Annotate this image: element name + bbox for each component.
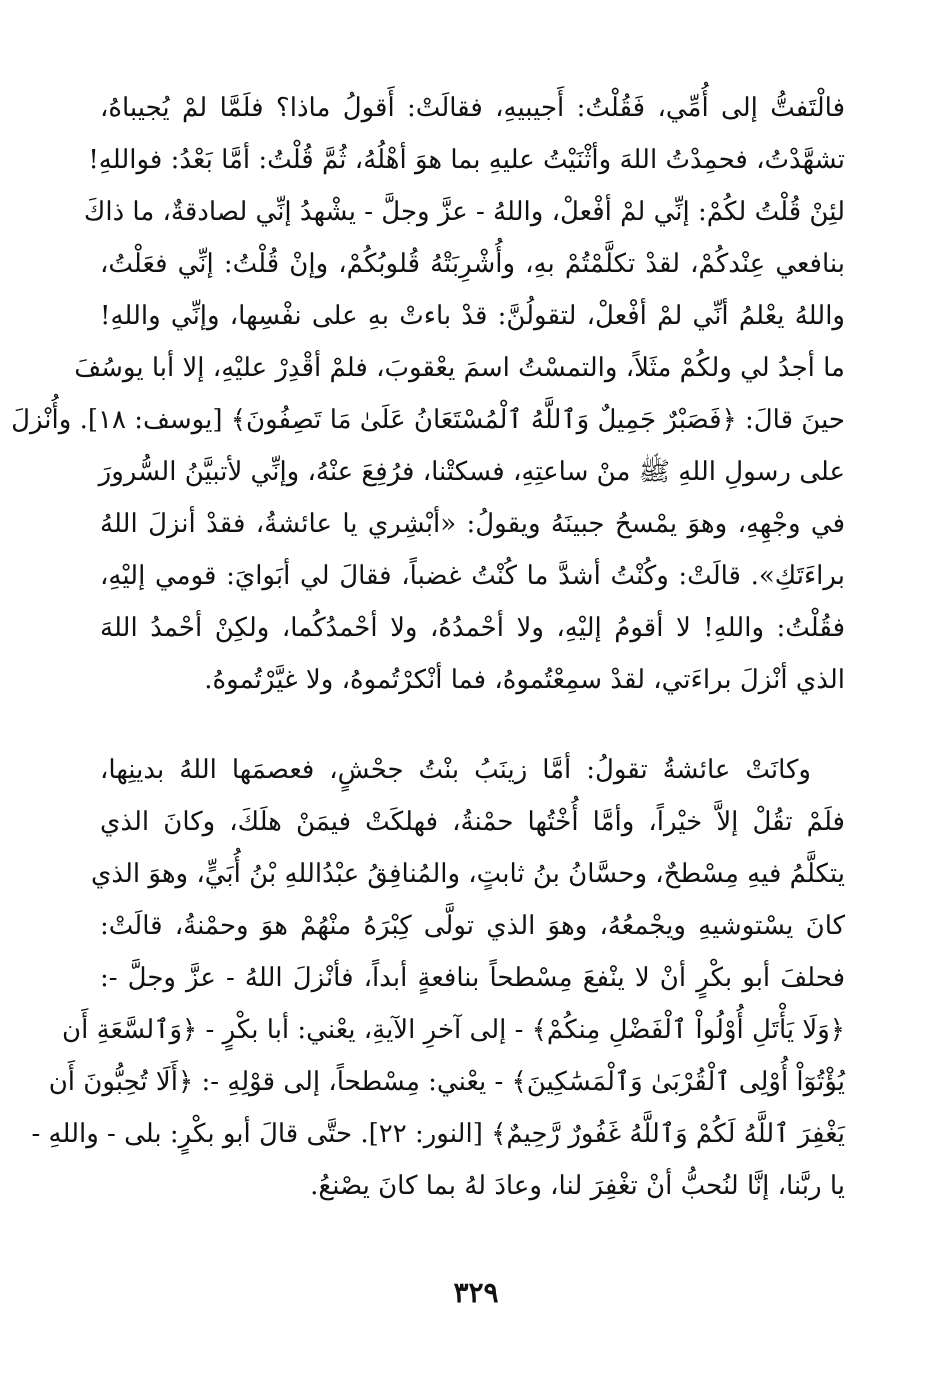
page-number: ٣٢٩ bbox=[453, 1276, 499, 1309]
text-line: فقُلْتُ: واللهِ! لا أقومُ إليْهِ، ولا أحْمدُهُ، ولا أحْمدُكُما، ولكِنْ أحْمدُ اللهَ bbox=[100, 613, 845, 643]
text-line: الذي أنْزلَ براءَتي، لقدْ سمِعْتُموهُ، فما أنْكرْتُموهُ، ولا غيَّرْتُموهُ. bbox=[204, 665, 845, 695]
text-line: واللهُ يعْلمُ أنِّي لمْ أفْعلْ، لتقولُنَّ: قدْ باءتْ بهِ على نفْسِها، وإنِّي واللهِ! bbox=[100, 301, 845, 331]
text-line: وكانَتْ عائشةُ تقولُ: أمَّا زينَبُ بنْتُ جحْشٍ، فعصمَها اللهُ بدينِها، bbox=[100, 755, 811, 785]
paragraph-1 bbox=[11, 82, 846, 706]
text-line: فلَمْ تقُلْ إلاَّ خيْراً، وأمَّا أُخْتُها حمْنةُ، فهلكَتْ فيمَنْ هلَكَ، وكانَ الذي bbox=[100, 807, 845, 837]
text-line: في وجْهِهِ، وهوَ يمْسحُ جبينَهُ ويقولُ: «أبْشِري يا عائشةُ، فقدْ أنزلَ اللهُ bbox=[100, 509, 846, 539]
text-line: لئِنْ قُلْتُ لكُمْ: إنِّي لمْ أفْعلْ، واللهُ - عزَّ وجلَّ - يشْهدُ إنِّي لصادقةٌ، ما ذاكَ bbox=[83, 197, 845, 227]
text-line: فالْتَفتُّ إلى أُمِّي، فَقُلْتُ: أَجيبيهِ، فقالَتْ: أَقولُ ماذا؟ فلَمَّا لمْ يُجيباهُ، bbox=[100, 93, 845, 123]
text-line: فحلفَ أبو بكْرٍ أنْ لا ينْفعَ مِسْطحاً بنافعةٍ أبداً، فأنْزلَ اللهُ - عزَّ وجلَّ -: bbox=[100, 963, 845, 993]
text-line: ما أجدُ لي ولكُمْ مثَلاً، والتمسْتُ اسمَ يعْقوبَ، فلمْ أقْدِرْ عليْهِ، إلا أبا يوسُفَ bbox=[74, 353, 845, 383]
text-line: يتكلَّمُ فيهِ مِسْطحٌ، وحسَّانُ بنُ ثابتٍ، والمُنافِقُ عبْدُاللهِ بْنُ أُبَيٍّ، وهوَ الذي bbox=[91, 859, 845, 889]
text-line: على رسولِ اللهِ ﷺ منْ ساعتِهِ، فسكتْنا، فرُفِعَ عنْهُ، وإنِّي لأتبيَّنُ السُّرورَ bbox=[98, 457, 845, 487]
text-line: يا ربَّنا، إنَّا لنُحبُّ أنْ تغْفِرَ لنا، وعادَ لهُ بما كانَ يصْنعُ. bbox=[310, 1171, 845, 1201]
text-line: يَغْفِرَ ٱللَّهُ لَكُمْ وَٱللَّهُ غَفُورٌ رَّحِيمٌ﴾ [النور: ٢٢]. حتَّى قالَ أبو بكْرٍ: بلى - واللهِ - bbox=[31, 1119, 845, 1149]
text-line: كانَ يسْتوشيهِ ويجْمعُهُ، وهوَ الذي تولَّى كِبْرَهُ منْهُمْ هوَ وحمْنةُ، قالَتْ: bbox=[100, 911, 845, 941]
text-line: بنافعي عِنْدكُمْ، لقدْ تكلَّمْتُمْ بهِ، وأُشْرِبَتْهُ قُلوبُكُمْ، وإنْ قُلْتُ: إنِّي فعَلْتُ، bbox=[100, 249, 845, 279]
text-line: ﴿وَلَا يَأْتَلِ أُوْلُواْ ٱلْفَضْلِ مِنكُمْ﴾ - إلى آخرِ الآيةِ، يعْني: أبا بكْرٍ - ﴿وَٱلسَّعَةِ أَن bbox=[62, 1015, 845, 1045]
text-line: براءَتَكِ». قالَتْ: وكُنْتُ أشدَّ ما كُنْتُ غضباً، فقالَ لي أبَوايَ: قومي إليْهِ، bbox=[100, 561, 845, 591]
text-line: حينَ قالَ: ﴿فَصَبْرٌ جَمِيلٌ وَٱللَّهُ ٱلْمُسْتَعَانُ عَلَىٰ مَا تَصِفُونَ﴾ [يوسف: ١٨]. وأُنْزلَ bbox=[11, 405, 845, 435]
paragraph-2 bbox=[31, 744, 845, 1212]
text-line: يُؤْتُوٓاْ أُوْلِى ٱلْقُرْبَىٰ وَٱلْمَسَٰكِينَ﴾ - يعْني: مِسْطحاً، إلى قوْلِهِ -: ﴿أَلَا تُحِبُّونَ أَن bbox=[48, 1067, 845, 1097]
text-line: تشهَّدْتُ، فحمِدْتُ اللهَ وأثْنَيْتُ عليهِ بما هوَ أهْلُهُ، ثُمَّ قُلْتُ: أمَّا بَعْدُ: فواللهِ! bbox=[88, 145, 845, 175]
